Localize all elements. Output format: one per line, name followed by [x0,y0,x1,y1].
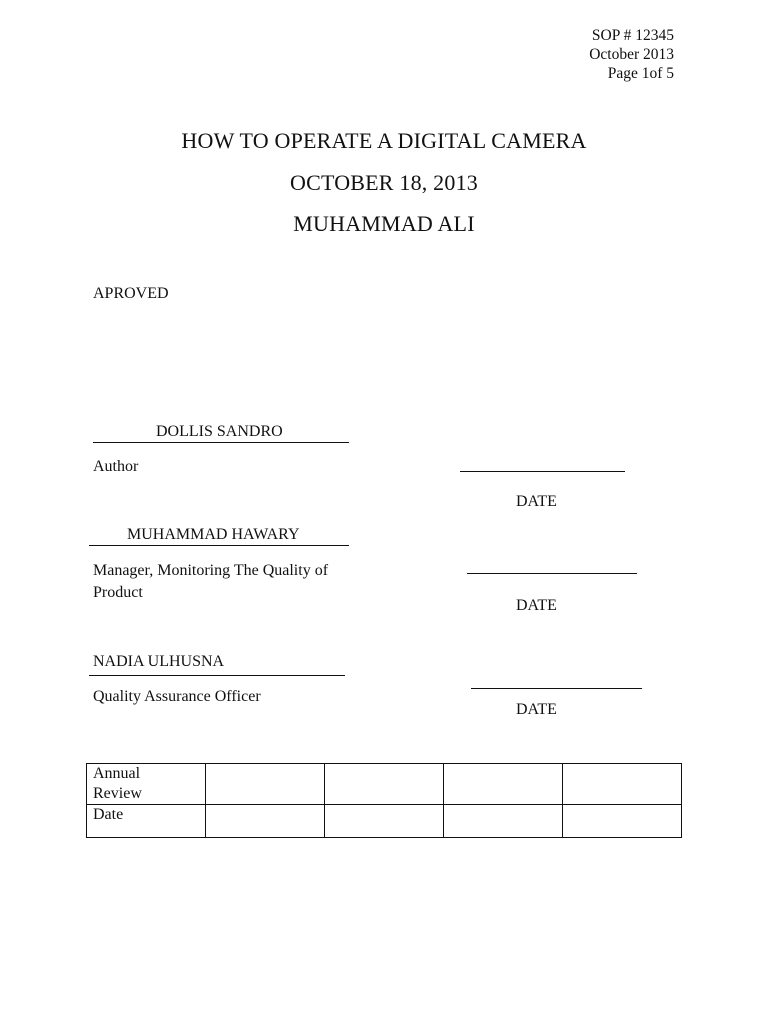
author-signature-line [93,442,349,443]
document-owner: MUHAMMAD ALI [293,211,475,236]
table-cell[interactable] [325,805,444,838]
annual-review-label-cell [87,764,206,805]
qa-officer-name: NADIA ULHUSNA [93,653,225,670]
annual-review-label-line1: Annual [93,765,141,782]
table-row [87,805,682,838]
annual-review-label-line2: Review [93,785,142,802]
page-indicator: Page 1of 5 [607,65,674,82]
table-cell[interactable] [444,805,563,838]
manager-date-label: DATE [516,597,557,614]
manager-signature-line [89,545,349,546]
annual-review-table [86,763,682,838]
table-cell[interactable] [444,764,563,805]
manager-role-line2: Product [93,584,143,601]
author-role: Author [93,458,139,475]
qa-officer-date-label: DATE [516,701,557,718]
approved-label: APROVED [93,285,169,302]
table-cell[interactable] [206,805,325,838]
manager-date-line [467,573,637,574]
document-header [589,26,674,83]
qa-officer-signature-line [89,675,345,676]
date-row-label: Date [93,806,124,823]
document-date: OCTOBER 18, 2013 [290,170,478,195]
qa-officer-date-line [471,688,642,689]
manager-name: MUHAMMAD HAWARY [127,526,300,543]
table-cell[interactable] [563,805,682,838]
table-cell[interactable] [206,764,325,805]
header-month-year: October 2013 [589,46,674,63]
table-cell[interactable] [563,764,682,805]
sop-number: SOP # 12345 [591,27,674,44]
document-title: HOW TO OPERATE A DIGITAL CAMERA [181,128,587,153]
author-date-label: DATE [516,493,557,510]
author-date-line [460,471,625,472]
qa-officer-role: Quality Assurance Officer [93,688,261,705]
table-row [87,764,682,805]
manager-role-line1: Manager, Monitoring The Quality of [93,562,329,579]
author-name: DOLLIS SANDRO [156,423,283,440]
date-label-cell [87,805,206,838]
table-cell[interactable] [325,764,444,805]
